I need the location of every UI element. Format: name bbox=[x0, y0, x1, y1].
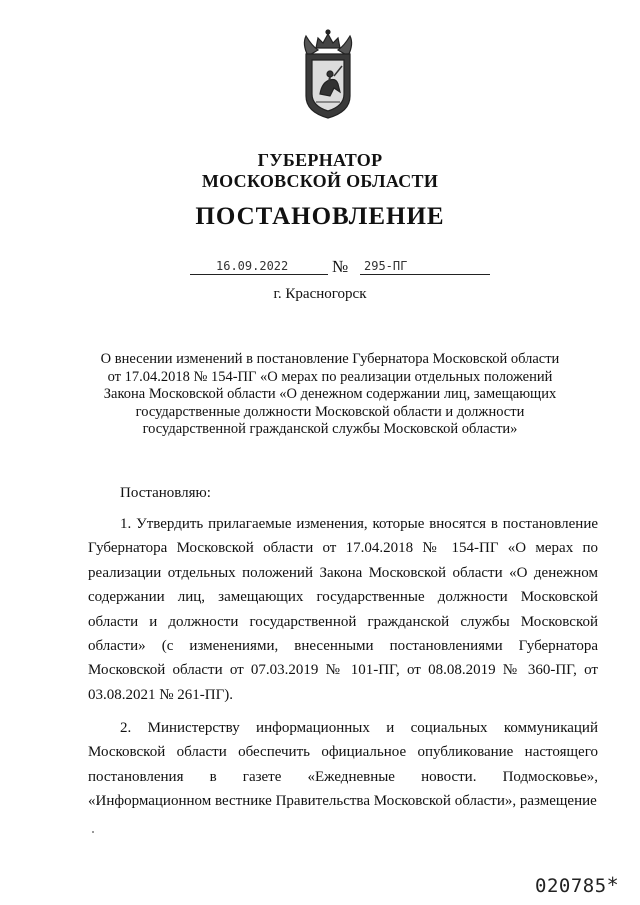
paragraph-2 bbox=[88, 716, 598, 814]
document-code-number: 020785 bbox=[535, 875, 607, 897]
authority-line-1: ГУБЕРНАТОР bbox=[257, 150, 383, 170]
subject-line: государственные должности Московской области и должности bbox=[135, 403, 525, 420]
subject-line: Закона Московской области «О денежном содержании лиц, замещающих bbox=[103, 386, 557, 402]
coat-of-arms-icon bbox=[300, 26, 356, 120]
document-type-title: ПОСТАНОВЛЕНИЕ bbox=[195, 203, 445, 230]
number-underline bbox=[360, 274, 490, 275]
decree-date: 16.09.2022 bbox=[216, 259, 289, 273]
date-number-row bbox=[190, 258, 490, 278]
city-name: г. Красногорск bbox=[273, 286, 367, 302]
subject-line: от 17.04.2018 № 154-ПГ «О мерах по реализации отдельных положений bbox=[107, 368, 553, 385]
paragraph-1 bbox=[88, 512, 598, 707]
subject-line: государственной гражданской службы Московской области» bbox=[142, 421, 518, 437]
document-code-mark: * bbox=[606, 873, 620, 897]
paragraph-2-text: 2. Министерству информационных и социальных коммуникаций Московской области обеспечить официальное опубликование настоящего постановления в газете «Ежедневные новости. Подмосковье», «Информационном вестнике Правительства Московской области», размещение bbox=[88, 720, 598, 810]
subject-line: О внесении изменений в постановление Губернатора Московской области bbox=[100, 351, 560, 367]
document-code bbox=[535, 873, 619, 897]
decree-number: 295-ПГ bbox=[364, 259, 408, 273]
paragraph-1-text: 1. Утвердить прилагаемые изменения, которые вносятся в постановление Губернатора Московской области от 17.04.2018 № 154-ПГ «О мерах по реализации отдельных положений Закона Московской области «О денежном содержании лиц, замещающих государственные должности Московской области и должности государственной гражданской службы Московской области» (с изменениями, внесенными постановлениями Губернатора Московской области от 07.03.2019 № 101-ПГ, от 08.08.2019 № 360-ПГ, от 03.08.2021 № 261-ПГ). bbox=[88, 516, 598, 703]
date-underline bbox=[190, 274, 328, 275]
authority-line-2: МОСКОВСКОЙ ОБЛАСТИ bbox=[201, 171, 439, 191]
decree-subject bbox=[70, 351, 590, 439]
decree-word: Постановляю: bbox=[120, 485, 211, 501]
number-sign: № bbox=[332, 257, 349, 276]
scan-dot bbox=[92, 831, 94, 833]
